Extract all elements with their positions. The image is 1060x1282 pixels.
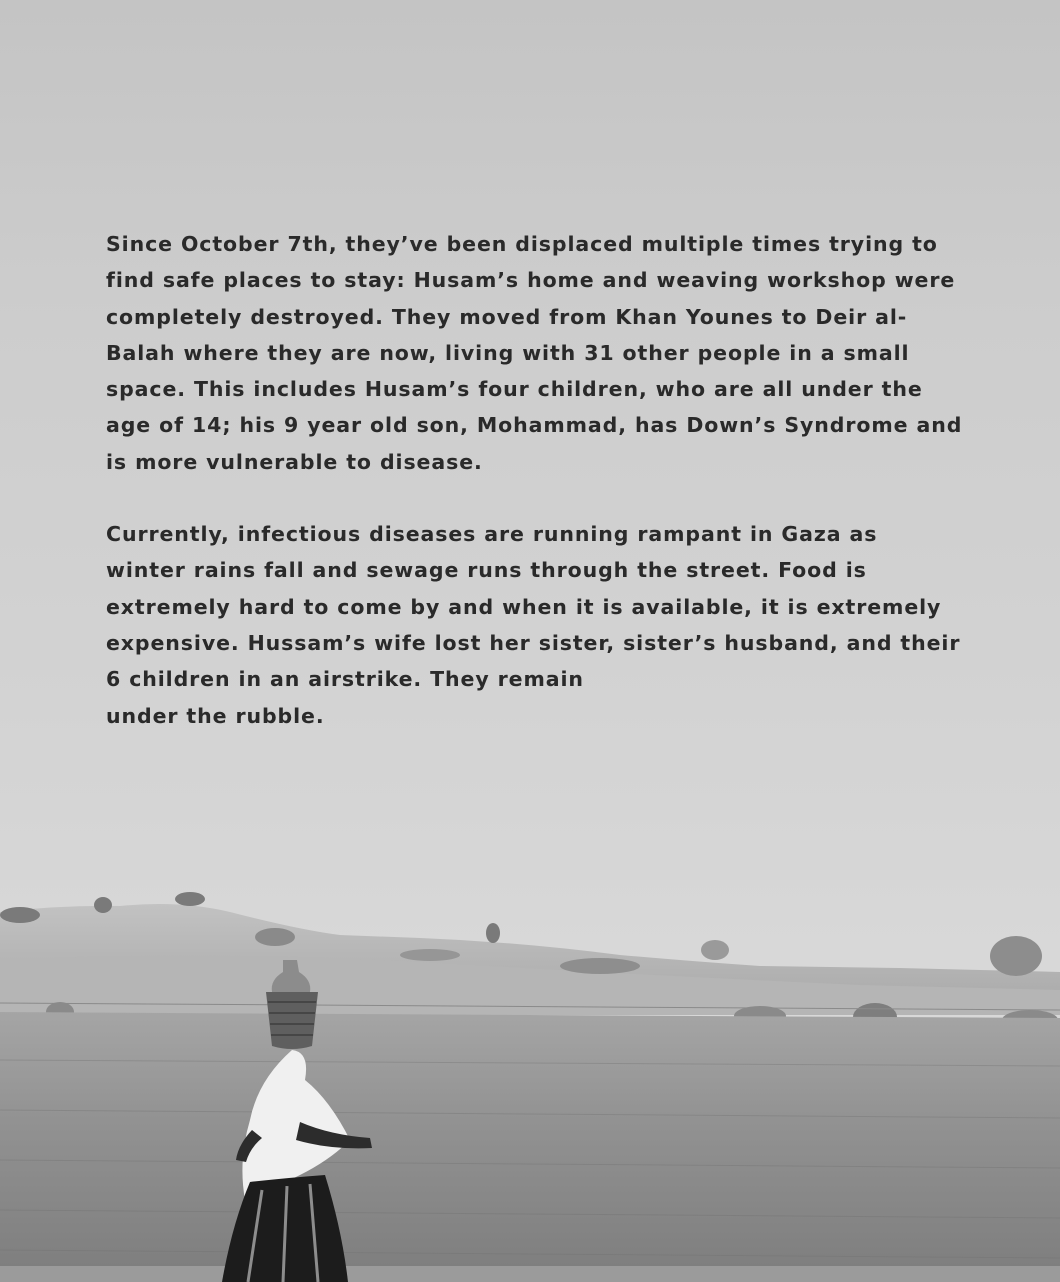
text-line: 6 children in an airstrike. They remain bbox=[106, 667, 584, 692]
path bbox=[0, 1266, 1060, 1282]
field bbox=[0, 1012, 1060, 1282]
text-line: age of 14; his 9 year old son, Mohammad, has Down’s Syndrome and bbox=[106, 413, 963, 438]
text-line: winter rains fall and sewage runs through the street. Food is bbox=[106, 558, 867, 583]
text-line: find safe places to stay: Husam’s home and weaving workshop were bbox=[106, 268, 956, 293]
story-text bbox=[106, 226, 963, 770]
text-line: under the rubble. bbox=[106, 703, 325, 728]
text-line: Since October 7th, they’ve been displaced multiple times trying to bbox=[106, 232, 938, 256]
paragraph-2 bbox=[106, 516, 961, 734]
text-line: completely destroyed. They moved from Khan Younes to Deir al- bbox=[106, 304, 908, 329]
hill bbox=[0, 904, 1060, 1015]
paragraph-1 bbox=[106, 226, 963, 480]
text-line: Currently, infectious diseases are running rampant in Gaza as bbox=[106, 522, 878, 547]
text-line: space. This includes Husam’s four children, who are all under the bbox=[106, 377, 923, 402]
text-line: extremely hard to come by and when it is available, it is extremely bbox=[106, 594, 942, 619]
text-line: expensive. Hussam’s wife lost her sister, sister’s husband, and their bbox=[106, 630, 961, 655]
text-line: is more vulnerable to disease. bbox=[106, 449, 483, 474]
text-line: Balah where they are now, living with 31 other people in a small bbox=[106, 340, 910, 365]
